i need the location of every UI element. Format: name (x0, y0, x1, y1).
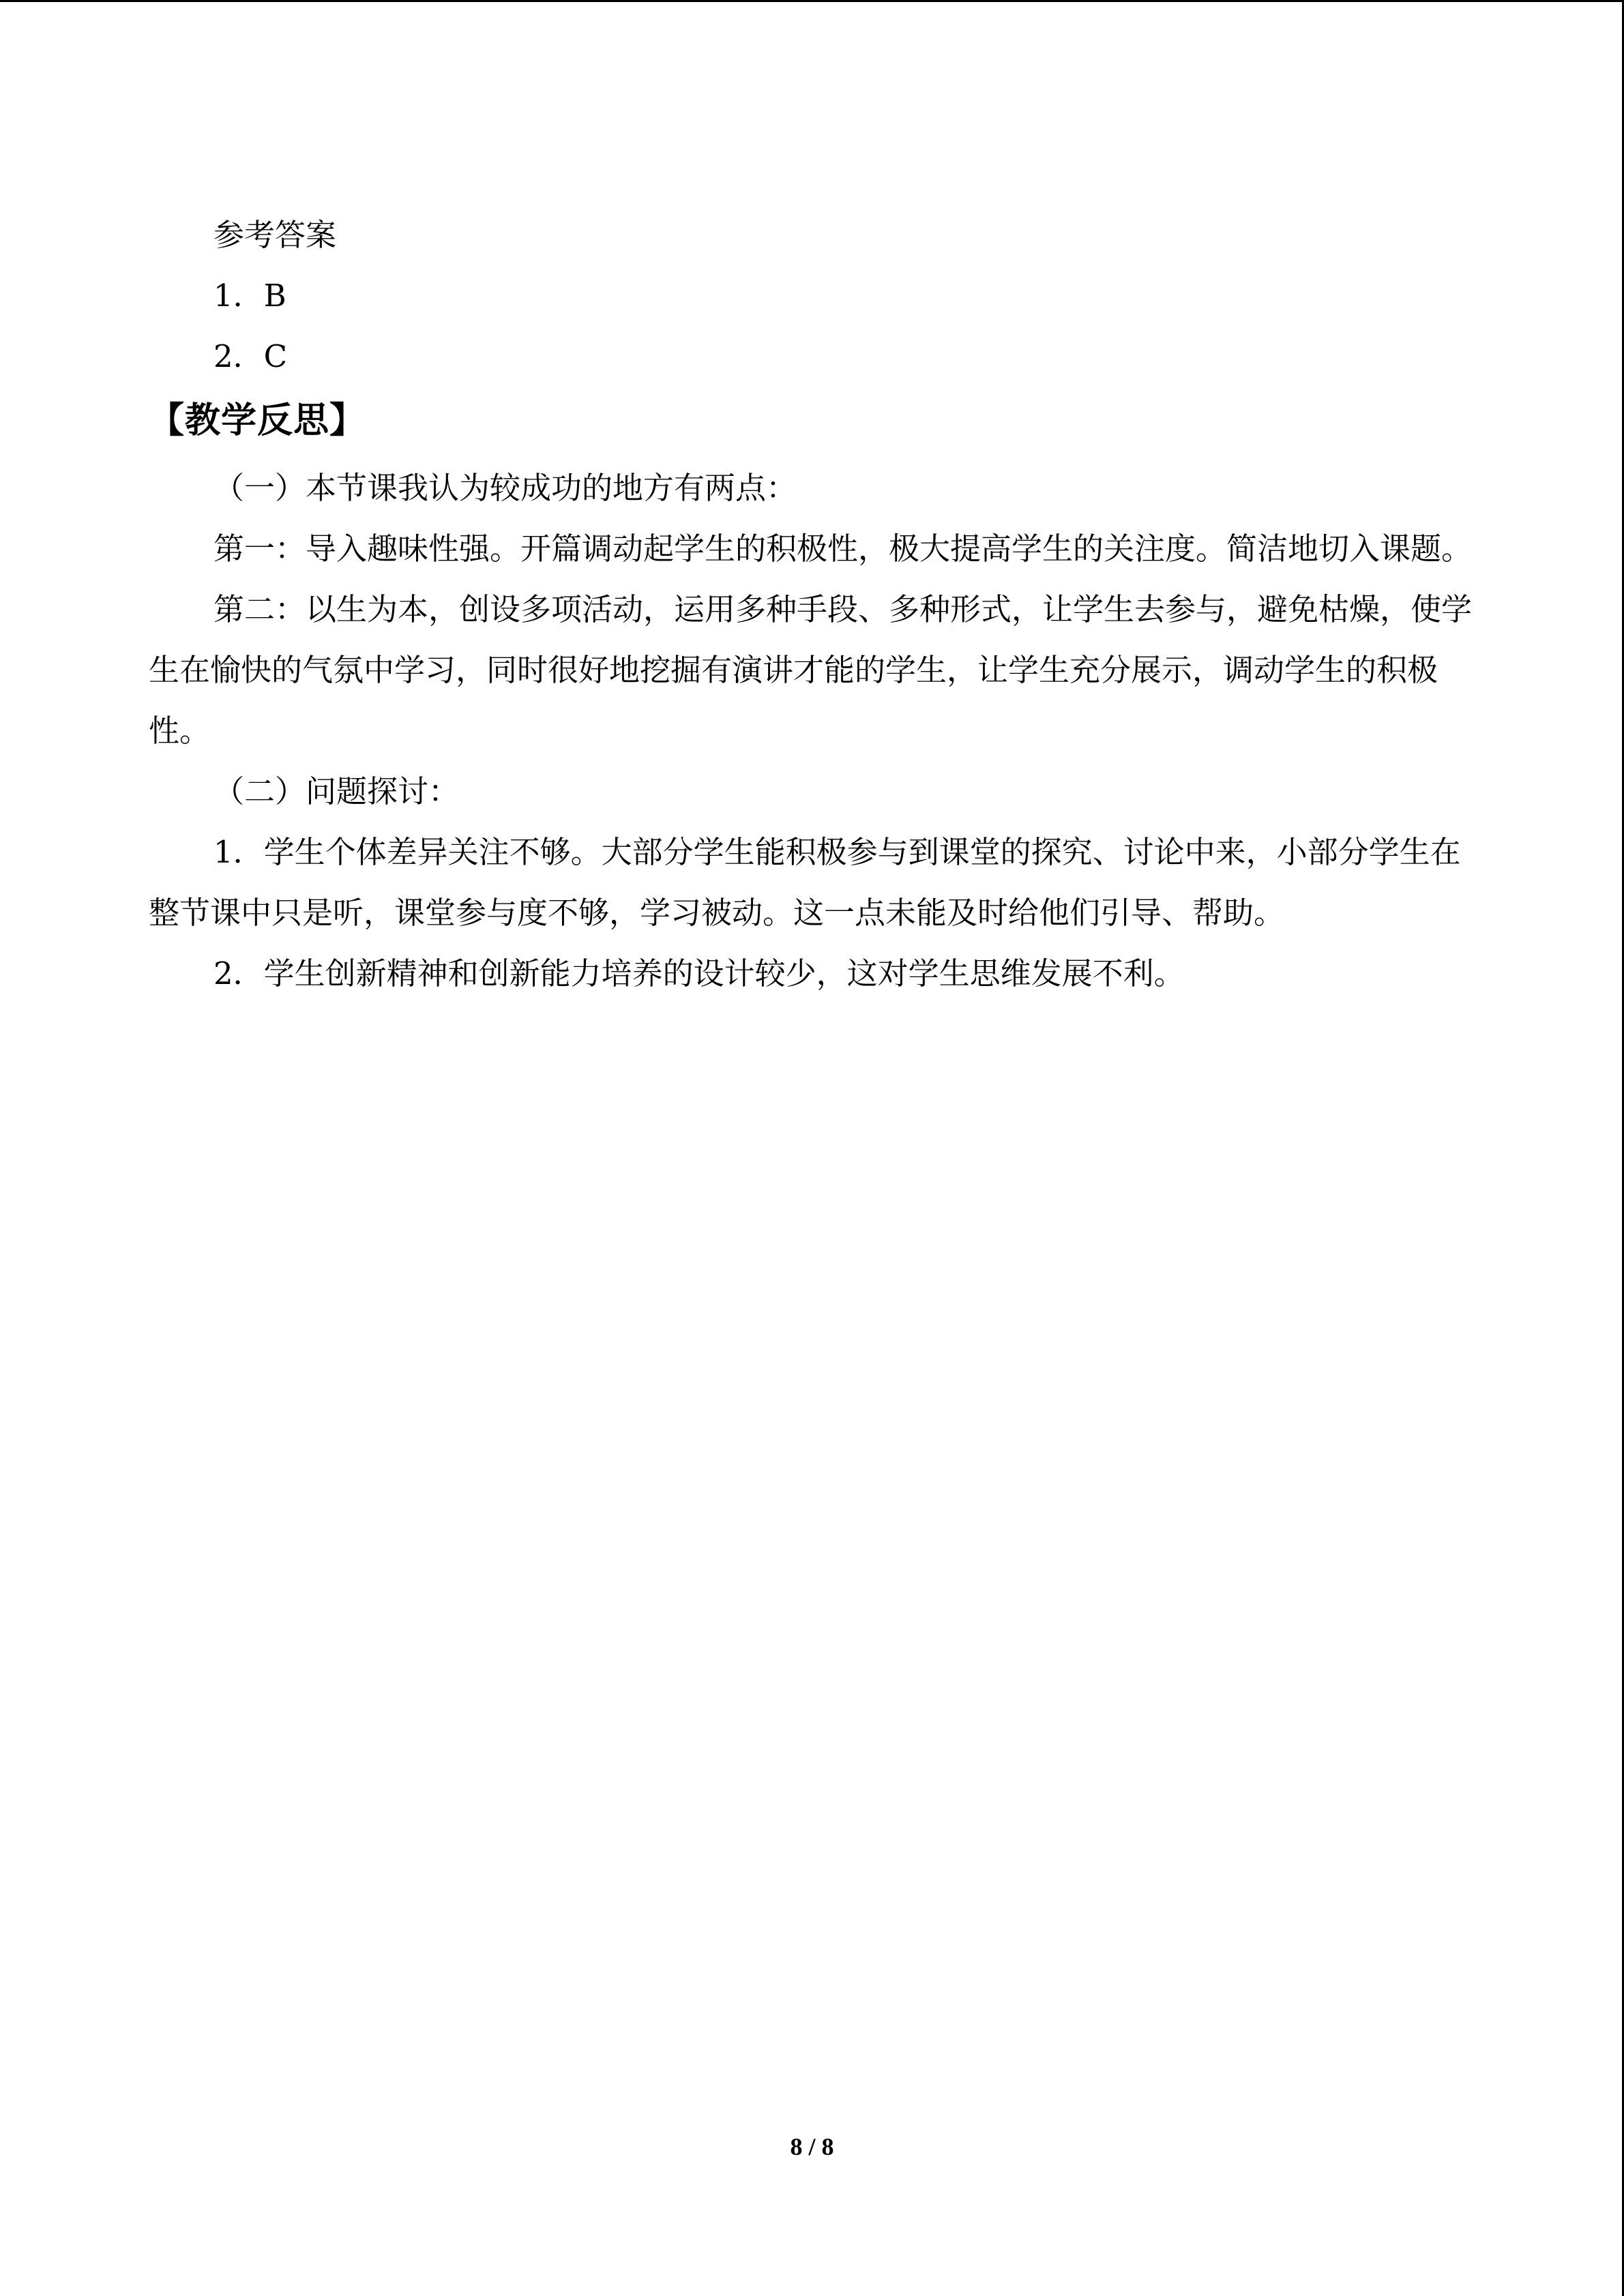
paragraph: 1．学生个体差异关注不够。大部分学生能积极参与到课堂的探究、讨论中来，小部分学生在整节课中只是听，课堂参与度不够，学习被动。这一点未能及时给他们引导、帮助。 (149, 834, 1461, 931)
paragraph: 2．学生创新精神和创新能力培养的设计较少，这对学生思维发展不利。 (213, 955, 1185, 992)
answer-item: 2．C (213, 338, 288, 374)
document-body (149, 205, 1479, 1004)
paragraph: 第一：导入趣味性强。开篇调动起学生的积极性，极大提高学生的关注度。简洁地切入课题。 (213, 531, 1473, 567)
page-number: 8 / 8 (790, 2133, 834, 2160)
paragraph: （一）本节课我认为较成功的地方有两点： (213, 470, 797, 506)
section-heading: 【教学反思】 (149, 400, 366, 441)
paragraph: （二）问题探讨： (213, 773, 460, 809)
answers-title: 参考答案 (213, 217, 337, 253)
top-border-line (0, 0, 1624, 2)
answer-item: 1．B (213, 278, 286, 314)
paragraph: 第二：以生为本，创设多项活动，运用多种手段、多种形式，让学生去参与，避免枯燥，使学生在愉快的气氛中学习，同时很好地挖掘有演讲才能的学生，让学生充分展示，调动学生的积极性。 (149, 591, 1473, 749)
